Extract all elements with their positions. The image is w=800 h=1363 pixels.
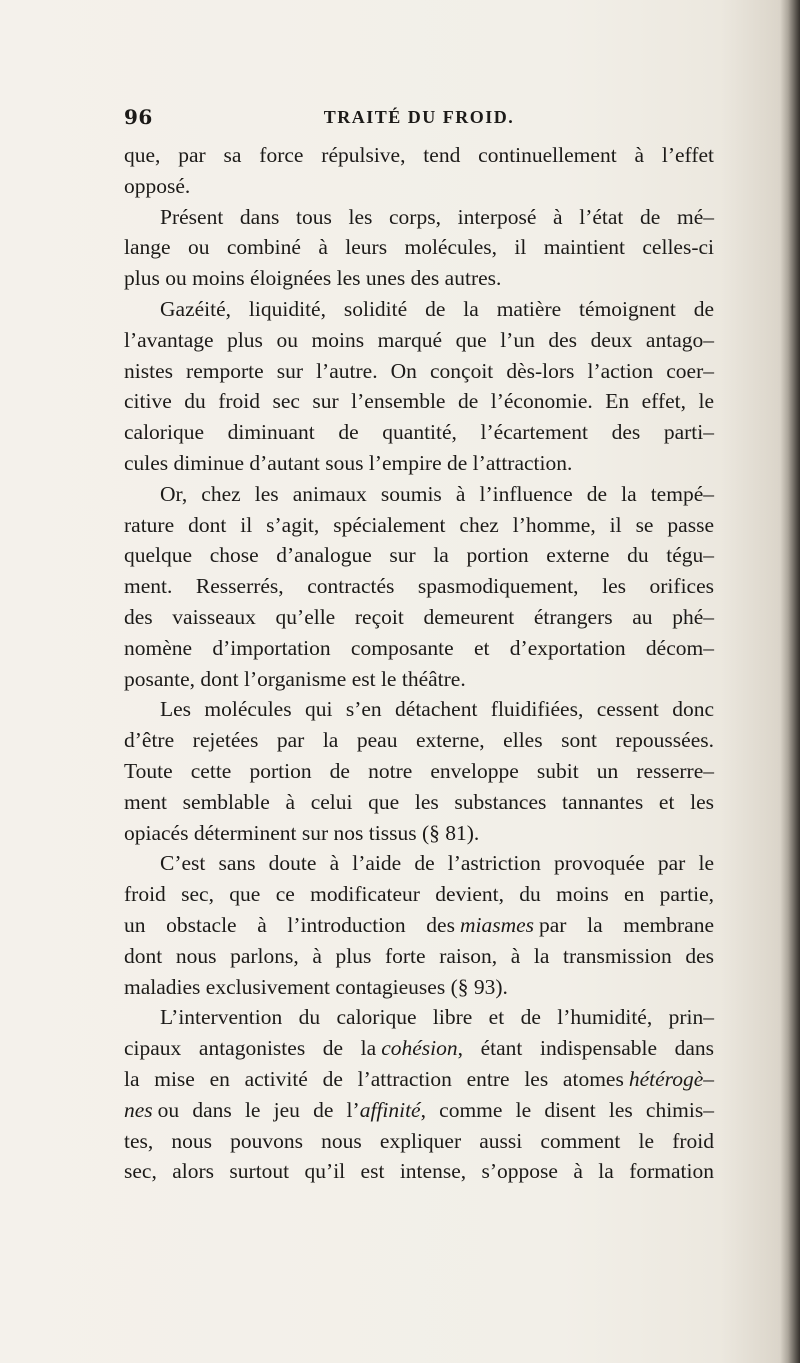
- italic-term-heterogenes-start: hétérogè–: [628, 1066, 714, 1091]
- text-line: nomène d’importation composante et d’exportation décom–: [124, 635, 714, 660]
- text-line: cipaux antagonistes de la cohésion, étant indispensable dans: [124, 1036, 714, 1061]
- text-line: Toute cette portion de notre enveloppe subit un resserre–: [124, 758, 714, 783]
- text-line: que, par sa force répulsive, tend continuellement à l’effet: [124, 143, 714, 167]
- text-line: cules diminue d’autant sous l’empire de l’attraction.: [124, 450, 573, 475]
- paragraph-start-line: Or, chez les animaux soumis à l’influence de la tempé–: [160, 481, 714, 506]
- paragraph-start-line: L’intervention du calorique libre et de l’humidité, prin–: [160, 1005, 714, 1030]
- italic-term-cohesion: cohésion: [381, 1036, 458, 1061]
- text-line: opiacés déterminent sur nos tissus (§ 81).: [124, 820, 480, 845]
- paragraph-start-line: Présent dans tous les corps, interposé à l’état de mé–: [160, 204, 714, 229]
- text-line: un obstacle à l’introduction des miasmes par la membrane: [124, 912, 715, 937]
- text-line: maladies exclusivement contagieuses (§ 93).: [124, 974, 508, 999]
- text-line: posante, dont l’organisme est le théâtre.: [124, 666, 466, 691]
- text-line: l’avantage plus ou moins marqué que l’un des deux antago–: [124, 327, 714, 352]
- text-line: ment. Resserrés, contractés spasmodiquement, les orifices: [124, 574, 714, 599]
- paragraph-start-line: Les molécules qui s’en détachent fluidifiées, cessent donc: [160, 697, 714, 722]
- italic-term-miasmes: miasmes: [459, 912, 535, 937]
- italic-term-affinite: affinité: [359, 1097, 421, 1122]
- text-line: lange ou combiné à leurs molécules, il maintient celles-ci: [124, 235, 714, 260]
- page-header: [124, 105, 724, 133]
- text-line: des vaisseaux qu’elle reçoit demeurent étrangers au phé–: [124, 604, 714, 629]
- text-line: tes, nous pouvons nous expliquer aussi comment le froid: [124, 1128, 714, 1153]
- text-line: nes ou dans le jeu de l’affinité, comme le disent les chimis–: [124, 1097, 714, 1122]
- text-line: plus ou moins éloignées les unes des autres.: [124, 266, 502, 291]
- page-binding-shadow: [780, 0, 800, 1363]
- italic-term-heterogenes-end: nes: [124, 1097, 153, 1122]
- text-line: ment semblable à celui que les substances tannantes et les: [124, 789, 714, 814]
- paragraph-start-line: C’est sans doute à l’aide de l’astriction provoquée par le: [160, 851, 714, 876]
- page-number: 96: [124, 105, 153, 129]
- text-line: quelque chose d’analogue sur la portion externe du tégu–: [124, 543, 714, 568]
- text-line: d’être rejetées par la peau externe, elles sont repoussées.: [124, 728, 714, 753]
- text-line: froid sec, que ce modificateur devient, du moins en partie,: [124, 882, 714, 907]
- text-line: calorique diminuant de quantité, l’écartement des parti–: [124, 420, 714, 445]
- text-line: citive du froid sec sur l’ensemble de l’économie. En effet, le: [124, 389, 714, 414]
- text-line: nistes remporte sur l’autre. On conçoit dès-lors l’action coer–: [124, 358, 714, 383]
- text-line: dont nous parlons, à plus forte raison, à la transmission des: [124, 943, 714, 968]
- body-text: [124, 140, 714, 1187]
- paragraph-start-line: Gazéité, liquidité, solidité de la matière témoignent de: [160, 296, 714, 321]
- text-line: la mise en activité de l’attraction entre les atomes hétérogè–: [124, 1066, 714, 1091]
- text-line: rature dont il s’agit, spécialement chez l’homme, il se passe: [124, 512, 714, 537]
- text-line: sec, alors surtout qu’il est intense, s’oppose à la formation: [124, 1159, 714, 1184]
- text-line: opposé.: [124, 173, 191, 198]
- running-title: TRAITÉ DU FROID.: [323, 107, 515, 127]
